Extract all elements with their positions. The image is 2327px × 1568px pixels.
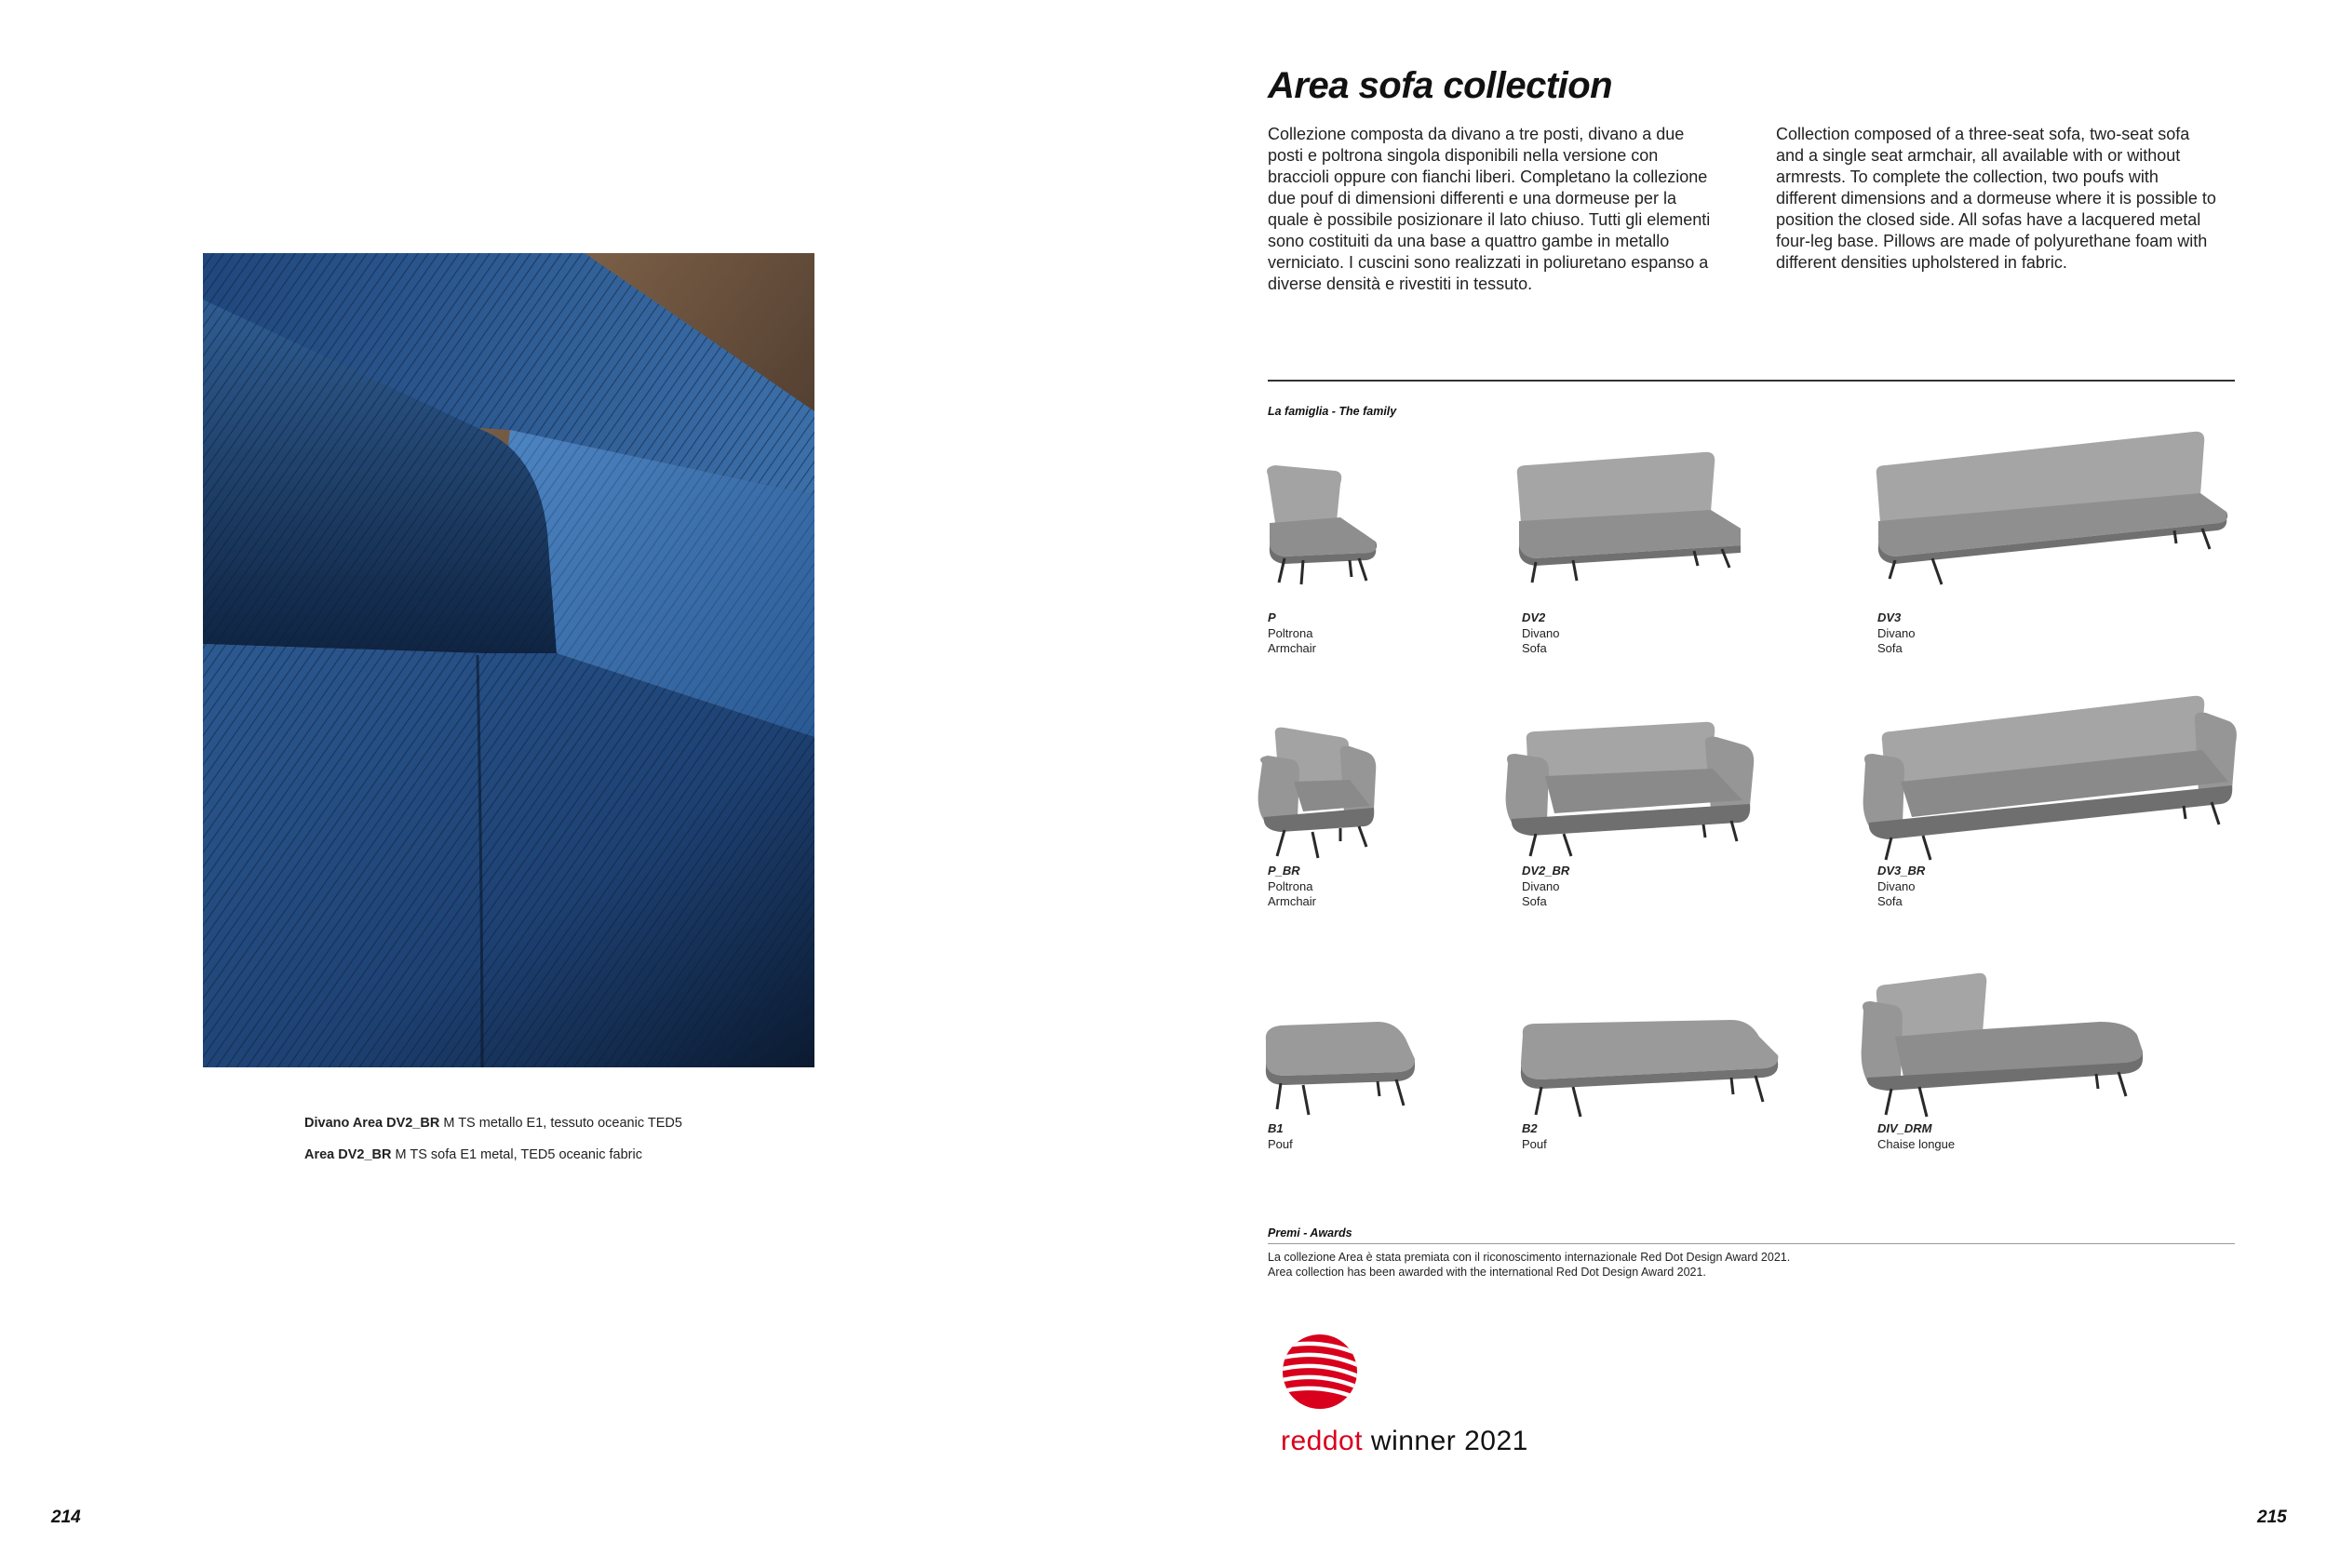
product-image-dv2 bbox=[1499, 437, 1741, 586]
award-description bbox=[1268, 1250, 1790, 1280]
pouf-small-icon bbox=[1247, 1005, 1489, 1126]
reddot-winner-text bbox=[1281, 1426, 1528, 1457]
product-name-it: Divano bbox=[1877, 625, 1916, 640]
product-name-it: Pouf bbox=[1522, 1136, 1547, 1151]
awards-heading: Premi - Awards bbox=[1268, 1226, 1352, 1240]
product-label-dv2 bbox=[1522, 610, 1559, 657]
product-image-div-drm bbox=[1858, 968, 2156, 1126]
product-name-it: Divano bbox=[1877, 878, 1916, 893]
product-code: B1 bbox=[1268, 1121, 1284, 1135]
product-card-dv3 bbox=[1858, 419, 2230, 586]
caption-en-text: M TS sofa E1 metal, TED5 oceanic fabric bbox=[391, 1147, 642, 1162]
caption-it-code: Divano Area DV2_BR bbox=[304, 1116, 440, 1131]
product-card-b1 bbox=[1247, 1005, 1489, 1126]
product-name-en: Sofa bbox=[1877, 894, 1903, 908]
armchair-icon bbox=[1247, 437, 1489, 586]
award-text-it: La collezione Area è stata premiata con il riconoscimento internazionale Red Dot Design Award 2021. bbox=[1268, 1251, 1791, 1264]
product-image-b2 bbox=[1499, 1005, 1796, 1126]
product-code: DIV_DRM bbox=[1877, 1121, 1932, 1135]
product-label-dv2-br bbox=[1522, 864, 1569, 910]
product-image-b1 bbox=[1247, 1005, 1489, 1126]
product-label-b1 bbox=[1268, 1121, 1293, 1152]
award-text-en: Area collection has been awarded with the international Red Dot Design Award 2021. bbox=[1268, 1266, 1706, 1279]
product-card-dv3-br bbox=[1858, 689, 2240, 865]
three-seat-sofa-icon bbox=[1858, 419, 2230, 586]
product-code: P bbox=[1268, 610, 1276, 624]
product-name-en: Armchair bbox=[1268, 894, 1317, 908]
product-name-it: Divano bbox=[1522, 878, 1560, 893]
product-name-it: Poltrona bbox=[1268, 878, 1313, 893]
caption-it-text: M TS metallo E1, tessuto oceanic TED5 bbox=[439, 1116, 682, 1131]
photo-caption-italian bbox=[304, 1115, 682, 1132]
product-code: DV2_BR bbox=[1522, 864, 1570, 878]
description-italian: Collezione composta da divano a tre posti, divano a due posti e poltrona singola disponibili nella versione con braccioli oppure con fianchi liberi. Completano la collezione due pouf di dimensioni differenti e una dormeuse per la quale è possibile posizionare il lato chiuso. Tutti gli elementi sono costituiti da una base a quattro gambe in metallo verniciato. I cuscini sono realizzati in poliuretano espanso a diverse densità e rivestiti in tessuto. bbox=[1268, 125, 1711, 293]
chaise-longue-icon bbox=[1858, 968, 2156, 1126]
section-divider bbox=[1268, 380, 2235, 382]
product-name-en: Sofa bbox=[1522, 894, 1547, 908]
product-name-en: Sofa bbox=[1522, 641, 1547, 655]
product-image-dv3-br bbox=[1858, 689, 2240, 865]
pouf-large-icon bbox=[1499, 1005, 1796, 1126]
page-number-right: 215 bbox=[2257, 1508, 2287, 1527]
description-english: Collection composed of a three-seat sofa, two-seat sofa and a single seat armchair, all available with or without armrests. To complete the collection, two poufs with different dimensions and a dormeuse where it is possible to position the closed side. All sofas have a lacquered metal four-leg base. Pillows are made of polyurethane foam with different densities upholstered in fabric. bbox=[1776, 125, 2216, 272]
product-card-dv2 bbox=[1499, 437, 1741, 586]
product-label-p-br bbox=[1268, 864, 1316, 910]
product-photo-area-dv2-br bbox=[203, 253, 814, 1067]
product-name-en: Sofa bbox=[1877, 641, 1903, 655]
awards-divider bbox=[1268, 1243, 2235, 1244]
family-heading: La famiglia - The family bbox=[1268, 405, 1397, 418]
product-image-dv2-br bbox=[1499, 717, 1769, 865]
product-label-dv3-br bbox=[1877, 864, 1925, 910]
reddot-winner-year: winner 2021 bbox=[1363, 1426, 1528, 1456]
product-name-it: Chaise longue bbox=[1877, 1136, 1956, 1151]
product-label-b2 bbox=[1522, 1121, 1547, 1152]
product-name-it: Divano bbox=[1522, 625, 1560, 640]
product-code: P_BR bbox=[1268, 864, 1300, 878]
product-name-it: Pouf bbox=[1268, 1136, 1293, 1151]
product-card-dv2-br bbox=[1499, 717, 1769, 865]
caption-en-code: Area DV2_BR bbox=[304, 1147, 392, 1162]
reddot-wordmark: reddot bbox=[1281, 1426, 1364, 1456]
product-image-p-br bbox=[1247, 717, 1489, 865]
product-image-dv3 bbox=[1858, 419, 2230, 586]
product-code: DV2 bbox=[1522, 610, 1546, 624]
page-title: Area sofa collection bbox=[1268, 65, 1613, 106]
product-label-dv3 bbox=[1877, 610, 1915, 657]
product-image-p bbox=[1247, 437, 1489, 586]
three-seat-sofa-with-arms-icon bbox=[1858, 689, 2240, 865]
two-seat-sofa-with-arms-icon bbox=[1499, 717, 1769, 865]
product-code: DV3 bbox=[1877, 610, 1902, 624]
red-dot-icon bbox=[1281, 1333, 1359, 1411]
product-name-en: Armchair bbox=[1268, 641, 1317, 655]
product-card-div-drm bbox=[1858, 968, 2156, 1126]
armchair-with-arms-icon bbox=[1247, 717, 1489, 865]
product-code: B2 bbox=[1522, 1121, 1538, 1135]
product-code: DV3_BR bbox=[1877, 864, 1926, 878]
fabric-closeup-image bbox=[203, 253, 814, 1067]
product-label-p bbox=[1268, 610, 1316, 657]
page-number-left: 214 bbox=[51, 1508, 81, 1527]
two-seat-sofa-icon bbox=[1499, 437, 1741, 586]
product-name-it: Poltrona bbox=[1268, 625, 1313, 640]
product-card-b2 bbox=[1499, 1005, 1796, 1126]
product-label-div-drm bbox=[1877, 1121, 1955, 1152]
product-card-p-br bbox=[1247, 717, 1489, 865]
red-dot-logo bbox=[1281, 1333, 1359, 1411]
product-card-p bbox=[1247, 437, 1489, 586]
photo-caption-english bbox=[304, 1146, 642, 1163]
